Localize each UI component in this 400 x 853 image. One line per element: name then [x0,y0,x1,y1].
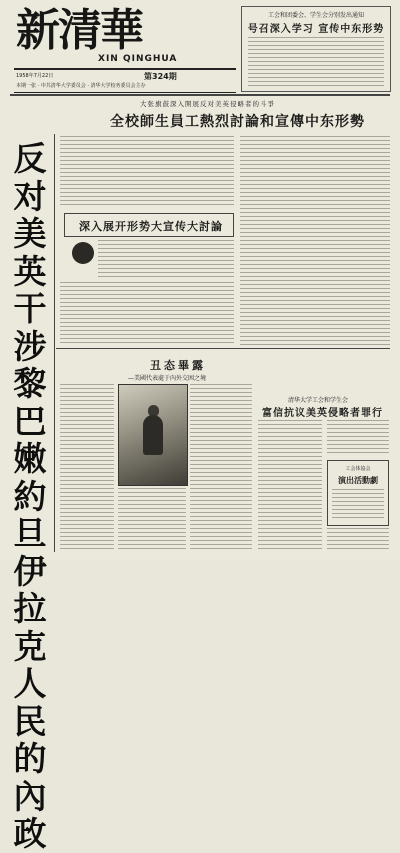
performance-kicker: 工会体協会 [345,466,371,472]
feature-subheadline: —美國代表處于內外交困之境 [128,375,207,382]
feature-body-left [60,384,114,552]
dateline-bar [14,68,236,93]
seal-emblem [72,242,94,264]
discussion-body-2 [60,282,234,344]
dateline-info: 本期一张 · 中共清华大学委员会 · 清华大学校务委员会主办 [16,83,146,89]
rally-headline: 富信抗议美英侵略者罪行 [262,408,383,419]
issue-number: 第324期 [144,72,177,81]
discussion-body-1 [98,240,234,280]
dateline-date: 1958年7月22日 [16,73,54,79]
notice-body-text [248,37,384,87]
feature-body-under-photo [118,488,186,552]
notice-headline: 号召深入学习 宣传中东形势 [247,24,385,35]
side-body-2 [327,528,389,552]
vertical-headline: 反对美英干涉黎巴嫩約旦伊拉克人民的內政 [13,139,47,853]
column-divider [54,134,55,552]
discussion-box [64,213,234,237]
news-photo [118,384,188,486]
section-divider-2 [56,348,390,349]
lead-kicker: 大张旗鼓深入開展反对美英侵略者的斗爭 [140,100,275,108]
discussion-box-title: 深入展开形势大宣传大討論 [79,220,223,233]
performance-title: 演出活動劇 [338,475,378,485]
notice-kicker: 工会和团委会、学生会分别发出通知 [267,12,364,19]
rally-body [258,420,322,552]
performance-box [327,460,389,526]
masthead-title: 新清華 [16,5,142,56]
side-body [327,420,389,456]
rally-kicker: 清华大学工会和学生会 [288,397,349,404]
lead-headline: 全校師生員工熱烈討論和宣傳中东形勢 [110,114,365,130]
lead-body-col2 [240,136,390,346]
feature-headline: 丑态畢露 [150,359,206,372]
feature-body-right [190,384,252,552]
section-divider [10,94,390,96]
notice-box [241,6,391,92]
masthead-subtitle: XIN QINGHUA [98,54,178,64]
lead-body-col1 [60,136,234,208]
